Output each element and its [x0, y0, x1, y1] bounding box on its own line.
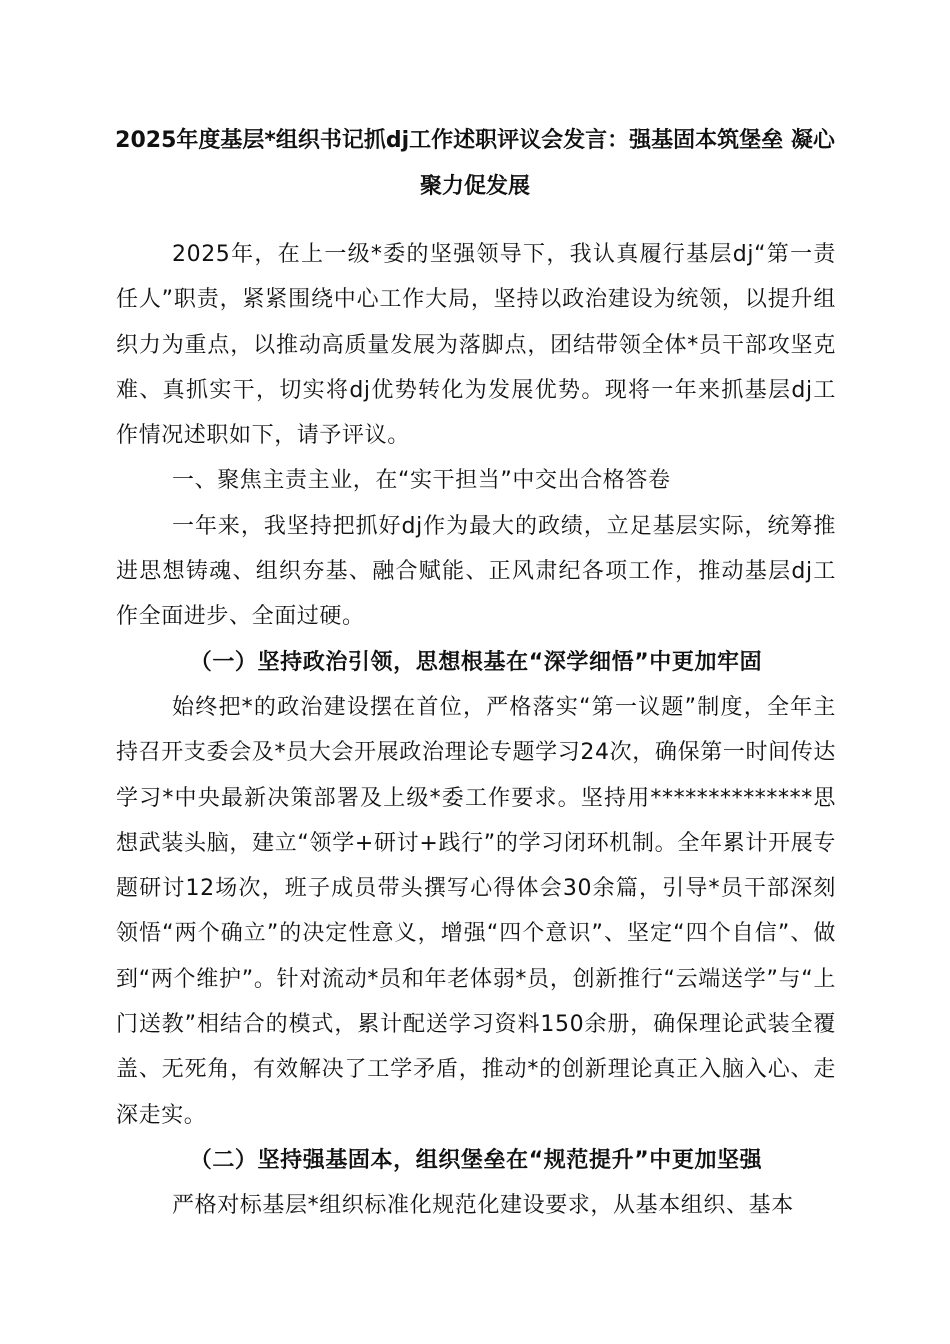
document-title: 2025年度基层*组织书记抓dj工作述职评议会发言：强基固本筑堡垒 凝心聚力促发展 [115, 128, 835, 199]
section-heading-1: 一、聚焦主责主业，在“实干担当”中交出合格答卷 [172, 468, 671, 494]
document-body [116, 232, 836, 1229]
section-1-paragraph: 一年来，我坚持把抓好dj作为最大的政绩，立足基层实际，统筹推进思想铸魂、组织夯基、融合赋能、正风肃纪各项工作，推动基层dj工作全面进步、全面过硬。 [116, 513, 836, 630]
subheading-2: （二）坚持强基固本，组织堡垒在“规范提升”中更加坚强 [189, 1147, 763, 1173]
intro-paragraph: 2025年，在上一级*委的坚强领导下，我认真履行基层dj“第一责任人”职责，紧紧围绕中心工作大局，坚持以政治建设为统领，以提升组织力为重点，以推动高质量发展为落脚点，团结带领全体*员干部攻坚克难、真抓实干，切实将dj优势转化为发展优势。现将一年来抓基层dj工作情况述职如下，请予评议。 [116, 242, 836, 449]
subsection-2-paragraph: 严格对标基层*组织标准化规范化建设要求，从基本组织、基本 [172, 1193, 794, 1219]
subsection-1-paragraph: 始终把*的政治建设摆在首位，严格落实“第一议题”制度，全年主持召开支委会及*员大会开展政治理论专题学习24次，确保第一时间传达学习*中央最新决策部署及上级*委工作要求。坚持用**************思想武装头脑，建立“领学+研讨+践行”的学习闭环机制。全年累计开展专题研讨12场次，班子成员带头撰写心得体会30余篇，引导*员干部深刻领悟“两个确立”的决定性意义，增强“四个意识”、坚定“四个自信”、做到“两个维护”。针对流动*员和年老体弱*员，创新推行“云端送学”与“上门送教”相结合的模式，累计配送学习资料150余册，确保理论武装全覆盖、无死角，有效解决了工学矛盾，推动*的创新理论真正入脑入心、走深走实。 [116, 694, 836, 1128]
subheading-1: （一）坚持政治引领，思想根基在“深学细悟”中更加牢固 [189, 649, 763, 675]
